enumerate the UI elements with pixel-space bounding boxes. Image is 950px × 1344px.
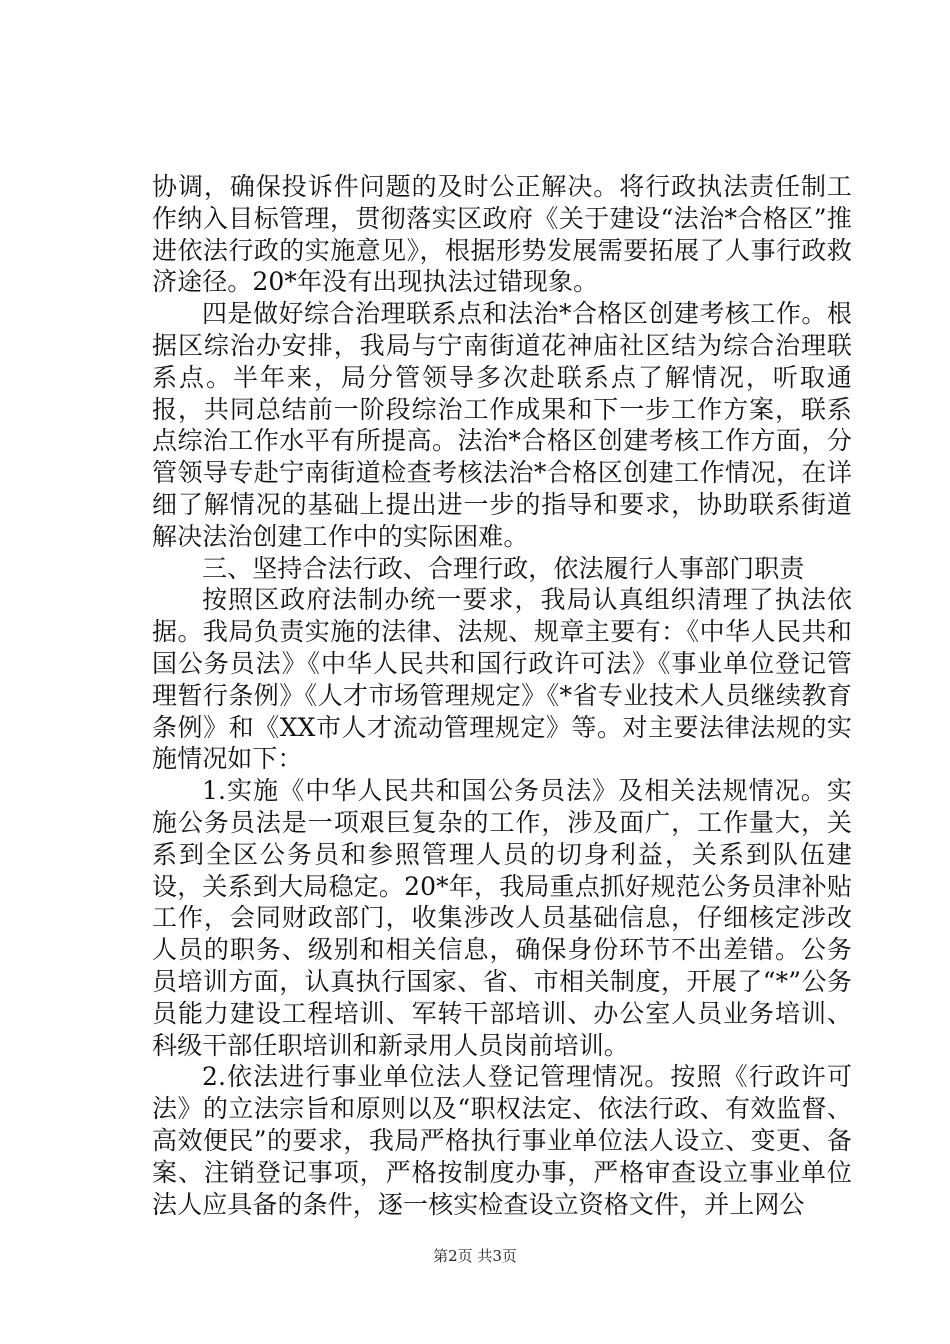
paragraph-civil-servant-law: 1.实施《中华人民共和国公务员法》及相关法规情况。实施公务员法是一项艰巨复杂的工作，涉及面广，工作量大，关系到全区公务员和参照管理人员的切身利益，关系到队伍建设，关系到大局稳定。20*年，我局重点抓好规范公务员津补贴工作，会同财政部门，收集涉改人员基础信息，仔细核定涉改人员的职务、级别和相关信息，确保身份环节不出差错。公务员培训方面，认真执行国家、省、市相关制度，开展了“*”公务员能力建设工程培训、军转干部培训、办公室人员业务培训、科级干部任职培训和新录用人员岗前培训。 [152, 776, 852, 1060]
paragraph-item-four: 四是做好综合治理联系点和法治*合格区创建考核工作。根据区综治办安排，我局与宁南街道花神庙社区结为综合治理联系点。半年来，局分管领导多次赴联系点了解情况，听取通报，共同总结前一阶段综治工作成果和下一步工作方案，联系点综治工作水平有所提高。法治*合格区创建考核工作方面，分管领导专赴宁南街道检查考核法治*合格区创建工作情况，在详细了解情况的基础上提出进一步的指导和要求，协助联系街道解决法治创建工作中的实际困难。 [152, 299, 852, 551]
paragraph-registration-management: 2.依法进行事业单位法人登记管理情况。按照《行政许可法》的立法宗旨和原则以及“职权法定、依法行政、有效监督、高效便民”的要求，我局严格执行事业单位法人设立、变更、备案、注销登记事项，严格按制度办事，严格审查设立事业单位法人应具备的条件，逐一核实检查设立资格文件，并上网公 [152, 1062, 852, 1219]
paragraph-enforcement-basis: 按照区政府法制办统一要求，我局认真组织清理了执法依据。我局负责实施的法律、法规、规章主要有：《中华人民共和国公务员法》《中华人民共和国行政许可法》《事业单位登记管理暂行条例》《人才市场管理规定》《*省专业技术人员继续教育条例》和《XX市人才流动管理规定》等。对主要法律法规的实施情况如下： [152, 585, 852, 774]
document-body [152, 171, 852, 1220]
section-heading-three: 三、坚持合法行政、合理行政，依法履行人事部门职责 [202, 553, 805, 583]
page-footer: 第2页 共3页 [433, 1247, 517, 1265]
paragraph-continuation: 协调，确保投诉件问题的及时公正解决。将行政执法责任制工作纳入目标管理，贯彻落实区政府《关于建设“法治*合格区”推进依法行政的实施意见》，根据形势发展需要拓展了人事行政救济途径。20*年没有出现执法过错现象。 [152, 172, 852, 297]
